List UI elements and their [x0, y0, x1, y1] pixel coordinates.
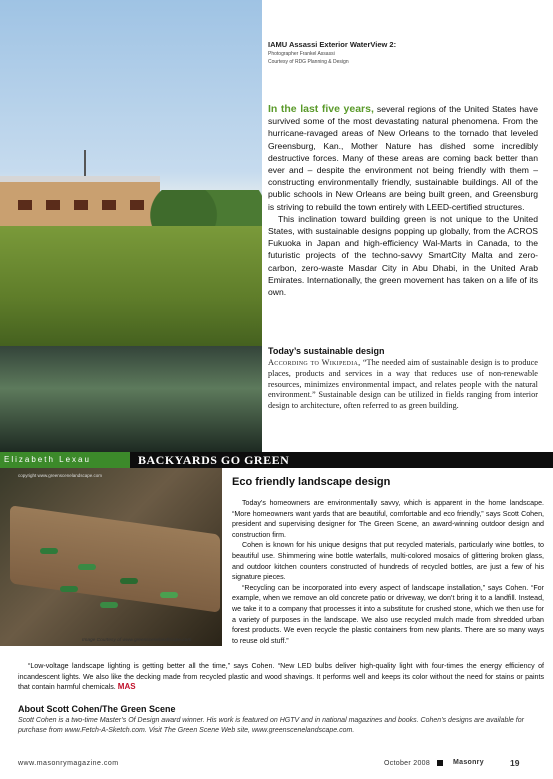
lead-in: In the last five years,: [268, 103, 374, 115]
glass-inlay: [78, 564, 96, 570]
about-heading: About Scott Cohen/The Green Scene: [18, 704, 176, 714]
sustainable-paragraph: [268, 358, 538, 412]
photo-copyright: copyright www.greenscenelandscape.com: [18, 473, 103, 478]
building-pond-photo: [0, 0, 262, 452]
section-title: BACKYARDS GO GREEN: [138, 453, 290, 467]
window: [18, 200, 32, 210]
intro-column: [268, 103, 538, 298]
recycled-glass-table-photo: [0, 468, 222, 646]
glass-inlay: [40, 548, 58, 554]
footer-publication: Masonry: [453, 759, 484, 766]
sustainable-heading: Today’s sustainable design: [268, 346, 385, 356]
end-mark: MAS: [117, 682, 136, 692]
caption-photographer: Photographer Frankel Assassi: [268, 51, 335, 57]
page-footer: [0, 756, 553, 779]
eco-paragraph-1: Today’s homeowners are environmentally savvy, which is apparent in the home landscape. “More homeowners want yards that are beautiful, comfortable and eco friendly,” says Scott Cohen, president and supervising designer for The Green Scene, an award-winning outdoor design and construction firm.: [232, 499, 544, 539]
window: [74, 200, 88, 210]
eco-paragraph-3: “Recycling can be incorporated into every aspect of landscape installation,” says Cohen. “For example, when we remove an old concrete patio or driveway, we don’t bring it to a landfill. Instead, we take it to a company that processes it into a substitute for crushed stone, which we then use for a variety of purposes in the landscape. We also use recycled mulch made from shredded urban forest products. We even recycle the plastic containers from new plants. There are so many ways to reuse old stuff.”: [232, 583, 544, 645]
sustainable-lead: According to Wikipedia,: [268, 358, 361, 367]
footer-square-icon: [437, 760, 443, 766]
glass-inlay: [60, 586, 78, 592]
section-bar: [0, 452, 553, 468]
eco-column: [232, 498, 544, 646]
global-paragraph: This inclination toward building green is not unique to the United States, with sustainable designs popping up globally, from the ACROS Fukuoka in Japan and high-efficiency Wal-Marts in Canada, to the futuristic projects of the techno-savvy SmartCity Malta and zero-carbon, zero-waste Masdar City in Abu Dhabi, in the United Arab Emirates. Internationally, the green movement has taken on a life of its own.: [268, 213, 538, 298]
photo-caption: [268, 40, 538, 65]
eco-paragraph-4: [18, 661, 544, 693]
eco-paragraph-4-text: “Low-voltage landscape lighting is getting better all the time,” says Cohen. “New LED bulbs deliver high-quality light with four-times the energy efficiency of incandescent lights. We also like the decking made from recycled plastic and wood shavings. It performs well and keeps its color without the need for stains or paints that contain harmful chemicals.: [18, 662, 544, 692]
page-number: 19: [510, 758, 520, 768]
glass-inlay: [160, 592, 178, 598]
glass-inlay-table: [10, 505, 220, 613]
caption-title: IAMU Assassi Exterior WaterView 2:: [268, 40, 397, 49]
about-text: Scott Cohen is a two-time Master’s Of Design award winner. His work is featured on HGTV and in national magazines and books. Cohen’s designs are available for purchase from www.Fetch-A-Sketch.com. Visit The Green Scene Web site, www.greenscenelandscape.com.: [18, 717, 524, 734]
photo-credit: Image Courtesy of www.greenscenelandscape.com: [82, 638, 192, 643]
eco-paragraph-2: Cohen is known for his unique designs that put recycled materials, particularly wine bottles, to beautiful use. Shimmering wine bottle waterfalls, multi-colored mosaics of glittering broken glass, and outdoor kitchen counters constructed of hundreds of recycled bottles, are just a few of his signature pieces.: [232, 541, 544, 582]
glass-inlay: [100, 602, 118, 608]
author-name: Elizabeth Lexau: [0, 452, 130, 468]
glass-inlay: [120, 578, 138, 584]
sustainable-text: “The needed aim of sustainable design is to produce places, products and services in a way that reduces use of non-renewable resources, minimizes environmental impact, and relates people with the natural environment.” Sustainable design can be utilized in fields ranging from interior design to architecture, often referred to as green building.: [268, 358, 538, 411]
pond: [0, 346, 262, 452]
eco-wide-column: [18, 661, 544, 693]
footer-date: October 2008: [384, 760, 431, 767]
caption-courtesy: Courtesy of RDG Planning & Design: [268, 59, 349, 65]
window: [102, 200, 116, 210]
grass: [0, 226, 262, 346]
intro-text: several regions of the United States have survived some of the most devastating natural phenomena. From the hurricane-ravaged areas of New Orleans to the tornado that leveled Greensburg, Kan., Mother Nature has dished some incredibly destructive forces. Many of these areas are coming back better than ever and – despite the environment not being friendly with them – constructing environmentally friendly, sustainable buildings. All of the public schools in New Orleans are being built green, and Greensburg is striving to rebuild the town entirely with LEED-certified structures.: [268, 104, 538, 212]
window: [130, 200, 144, 210]
eco-heading: Eco friendly landscape design: [232, 476, 391, 488]
window: [46, 200, 60, 210]
intro-paragraph: [268, 103, 538, 213]
footer-url: www.masonrymagazine.com: [18, 760, 119, 767]
